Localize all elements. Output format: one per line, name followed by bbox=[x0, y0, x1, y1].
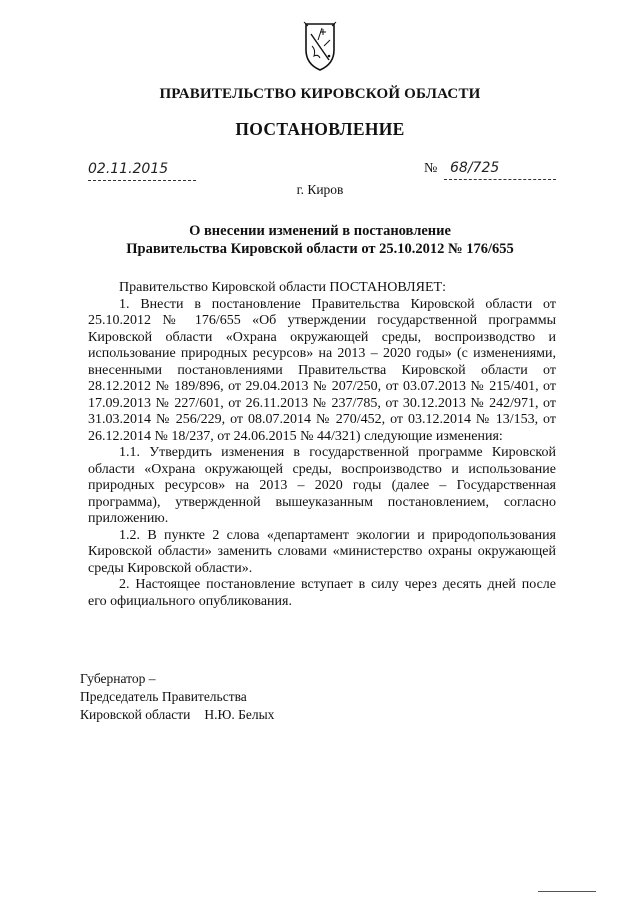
footer-divider bbox=[538, 891, 596, 892]
preamble: Правительство Кировской области ПОСТАНОВЛЯЕТ: bbox=[119, 280, 446, 295]
government-title: ПРАВИТЕЛЬСТВО КИРОВСКОЙ ОБЛАСТИ bbox=[159, 86, 481, 102]
paragraph-2: 2. Настоящее постановление вступает в силу через десять дней после его официального опубликования. bbox=[88, 577, 556, 609]
document-number: 68/725 bbox=[450, 160, 500, 176]
subject-line-2: Правительства Кировской области от 25.10.2012 № 176/655 bbox=[126, 241, 514, 257]
paragraph-1: 1. Внести в постановление Правительства Кировской области от 25.10.2012 № 176/655 «Об утверждении государственной программы Кировской области «Охрана окружающей среды, воспроизводство и использование природных ресурсов» на 2013 – 2020 годы» (с изменениями, внесенными постановлениями Правительства Кировской области от 28.12.2012 № 189/896, от 29.04.2013 № 207/250, от 03.07.2013 № 215/401, от 17.09.2013 № 227/601, от 26.11.2013 № 237/785, от 30.12.2013 № 242/971, от 31.03.2014 № 256/229, от 08.07.2014 № 270/452, от 03.12.2014 № 13/153, от 26.12.2014 № 18/237, от 24.06.2015 № 44/321) следующие изменения: bbox=[88, 296, 556, 444]
document-type-title: ПОСТАНОВЛЕНИЕ bbox=[235, 119, 405, 139]
city-label: г. Киров bbox=[296, 182, 344, 197]
coat-of-arms-icon bbox=[302, 20, 338, 72]
subject-line-1: О внесении изменений в постановление bbox=[189, 223, 451, 239]
signature-block bbox=[80, 670, 274, 724]
signature-name: Н.Ю. Белых bbox=[204, 707, 275, 722]
document-date: 02.11.2015 bbox=[88, 161, 169, 177]
number-sign: № bbox=[424, 161, 438, 176]
signature-line-2: Председатель Правительства bbox=[80, 689, 247, 704]
document-subject bbox=[0, 222, 640, 258]
signature-region: Кировской области bbox=[80, 707, 191, 722]
number-line bbox=[444, 160, 556, 180]
date-field bbox=[88, 162, 196, 181]
paragraph-1-2: 1.2. В пункте 2 слова «департамент экологии и природопользования Кировской области» заменить словами «министерство охраны окружающей среды Кировской области». bbox=[88, 527, 556, 576]
document-body bbox=[88, 280, 556, 610]
paragraph-1-1: 1.1. Утвердить изменения в государственной программе Кировской области «Охрана окружающей среды, воспроизводство и использование природных ресурсов» на 2013 – 2020 годы (далее – Государственная программа), утвержденной вышеуказанным постановлением, согласно приложению. bbox=[88, 445, 556, 526]
signature-line-3 bbox=[80, 706, 274, 724]
signature-line-1: Губернатор – bbox=[80, 671, 156, 686]
